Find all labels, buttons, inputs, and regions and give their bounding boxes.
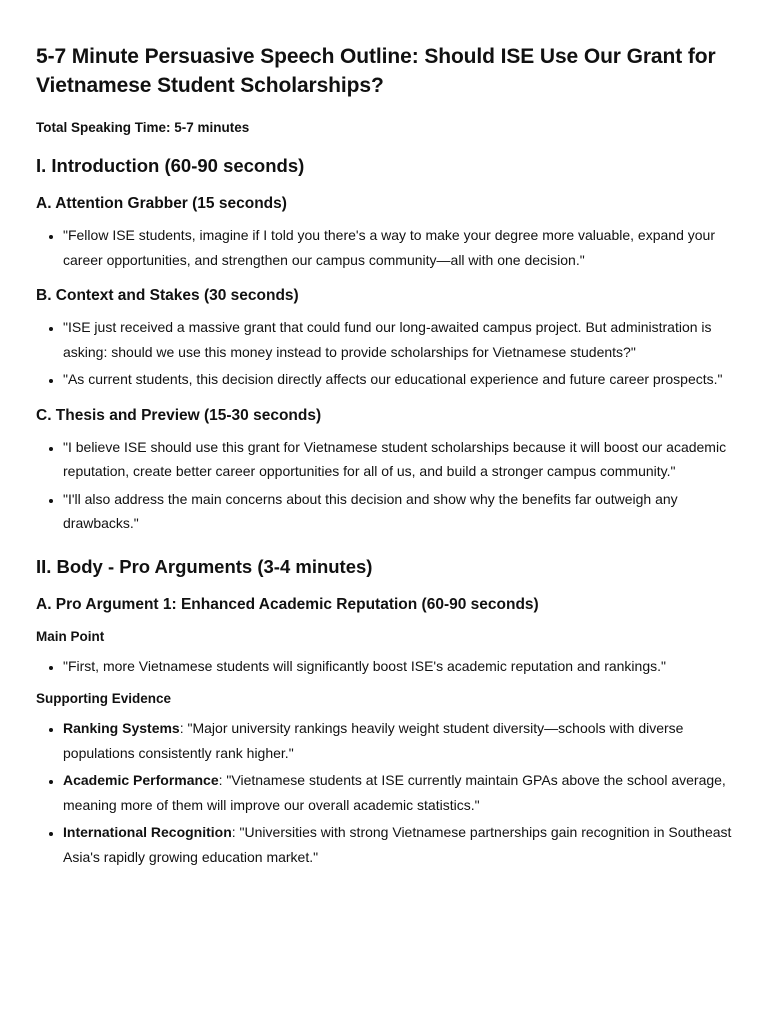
total-speaking-time: Total Speaking Time: 5-7 minutes bbox=[36, 120, 250, 135]
subsection-heading-thesis-preview: C. Thesis and Preview (15-30 seconds) bbox=[36, 406, 322, 424]
list-item: • "First, more Vietnamese students will significantly boost ISE's academic reputation and rankings." bbox=[63, 654, 732, 679]
supporting-evidence-label: Supporting Evidence bbox=[36, 691, 172, 706]
attention-grabber-list bbox=[36, 223, 732, 272]
subsection-heading-pro-argument-1: A. Pro Argument 1: Enhanced Academic Reputation (60-90 seconds) bbox=[36, 595, 539, 613]
list-item: • "ISE just received a massive grant that could fund our long-awaited campus project. But administration is asking: should we use this money instead to provide scholarships for Vietnamese students?" bbox=[63, 315, 732, 364]
list-item: • "I'll also address the main concerns about this decision and show why the benefits far outweigh any drawbacks." bbox=[63, 487, 732, 536]
evidence-text: : "Major university rankings heavily weight student diversity—schools with diverse populations consistently rank higher." bbox=[63, 720, 684, 761]
document-title: 5-7 Minute Persuasive Speech Outline: Should ISE Use Our Grant for Vietnamese Student Scholarships? bbox=[36, 45, 716, 97]
supporting-evidence-list bbox=[36, 716, 732, 869]
subsection-heading-context-stakes: B. Context and Stakes (30 seconds) bbox=[36, 287, 299, 304]
evidence-text: : "Universities with strong Vietnamese partnerships gain recognition in Southeast Asia's rapidly growing education market." bbox=[63, 824, 732, 865]
evidence-term: Ranking Systems bbox=[63, 720, 180, 736]
list-item bbox=[63, 768, 732, 817]
thesis-preview-list bbox=[36, 435, 732, 536]
main-point-list bbox=[36, 654, 732, 679]
list-item: • "I believe ISE should use this grant for Vietnamese student scholarships because it will boost our academic reputation, create better career opportunities for all of us, and build a stronger campus community." bbox=[63, 435, 732, 484]
section-heading-body-pro-arguments: II. Body - Pro Arguments (3-4 minutes) bbox=[36, 555, 373, 577]
section-heading-introduction: I. Introduction (60-90 seconds) bbox=[36, 155, 305, 176]
list-item: • "As current students, this decision directly affects our educational experience and future career prospects." bbox=[63, 367, 732, 392]
list-item bbox=[63, 716, 732, 765]
list-item bbox=[63, 820, 732, 869]
subsection-heading-attention-grabber: A. Attention Grabber (15 seconds) bbox=[36, 195, 287, 212]
context-stakes-list bbox=[36, 315, 732, 392]
evidence-term: International Recognition bbox=[63, 824, 232, 840]
evidence-text: : "Vietnamese students at ISE currently maintain GPAs above the school average, meaning more of them will improve our overall academic statistics." bbox=[63, 772, 726, 813]
main-point-label: Main Point bbox=[36, 628, 105, 644]
list-item: • "Fellow ISE students, imagine if I told you there's a way to make your degree more valuable, expand your career opportunities, and strengthen our campus community—all with one decision." bbox=[63, 223, 732, 272]
evidence-term: Academic Performance bbox=[63, 772, 219, 788]
